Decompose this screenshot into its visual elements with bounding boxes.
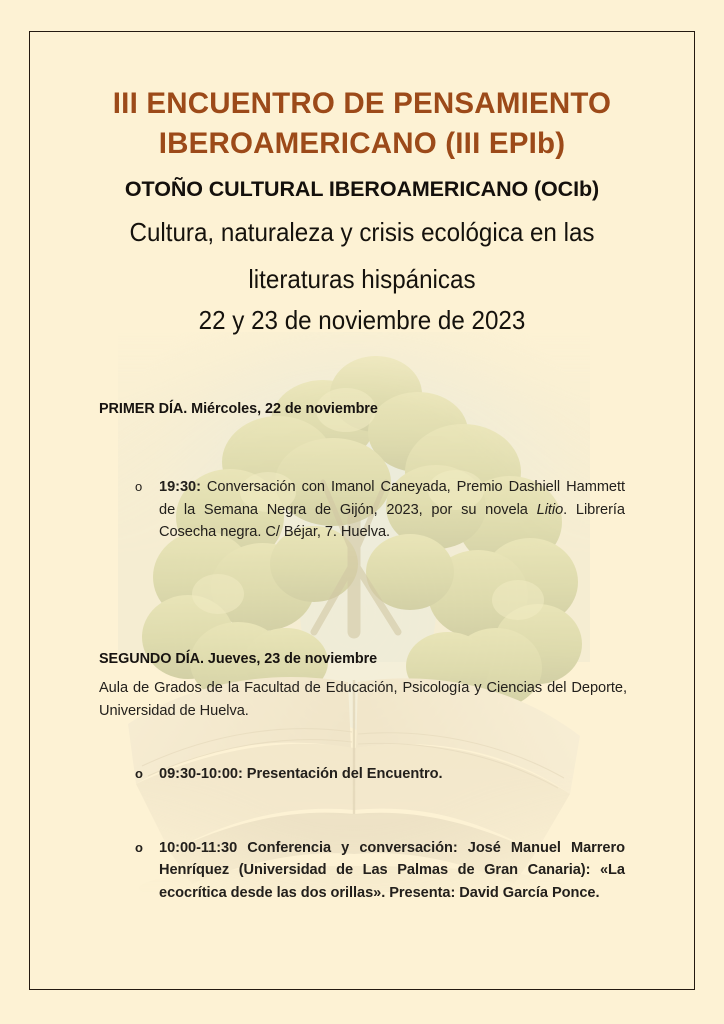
header-block	[62, 84, 662, 337]
theme-line-1: Cultura, naturaleza y crisis ecológica en las	[129, 217, 595, 247]
day-two-item-1-text: Presentación del Encuentro.	[242, 766, 443, 782]
day-two-item-2-text: Conferencia y conversación: José Manuel Marrero Henríquez (Universidad de Las Palmas de Gran Canaria): «La ecocrítica desde las dos orillas». Presenta: David García Ponce.	[159, 839, 625, 901]
day-two-item-list	[99, 763, 627, 904]
day-two-item-1-time: 09:30-10:00:	[159, 766, 243, 782]
list-item	[130, 837, 625, 905]
event-dates: 22 y 23 de noviembre de 2023	[198, 305, 526, 335]
day-two-venue: Aula de Grados de la Facultad de Educación, Psicología y Ciencias del Deporte, Universidad de Huelva.	[99, 680, 627, 719]
day-one-item-1-time: 19:30:	[159, 479, 201, 495]
theme-line-2: literaturas hispánicas	[248, 263, 476, 294]
day-one-label: PRIMER DÍA.	[99, 401, 188, 417]
list-item	[130, 476, 625, 544]
day-one-section	[99, 400, 627, 544]
day-two-date: Jueves, 23 de noviembre	[203, 651, 378, 667]
day-one-item-1-text-after: . Librería Cosecha negra. C/ Béjar, 7. Huelva.	[159, 501, 625, 540]
main-title-line-2: IBEROAMERICANO (III EPIb)	[158, 127, 566, 160]
day-one-item-1-text-before: Conversación con Imanol Caneyada, Premio Dashiell Hammett de la Semana Negra de Gijón, 2023, por su novela	[159, 479, 625, 518]
main-title-line-1: III ENCUENTRO DE PENSAMIENTO	[112, 87, 612, 120]
day-two-label: SEGUNDO DÍA.	[99, 651, 204, 667]
day-one-heading	[99, 400, 627, 419]
day-one-date: Miércoles, 22 de noviembre	[187, 401, 378, 417]
day-two-item-2-time: 10:00-11:30	[159, 839, 238, 856]
day-one-item-list	[99, 476, 627, 544]
day-two-heading	[99, 650, 627, 669]
list-item	[130, 763, 625, 786]
day-one-item-1-book-title: Litio	[536, 501, 564, 518]
organizer-line: OTOÑO CULTURAL IBEROAMERICANO (OCIb)	[124, 177, 600, 201]
day-two-section	[99, 650, 627, 904]
